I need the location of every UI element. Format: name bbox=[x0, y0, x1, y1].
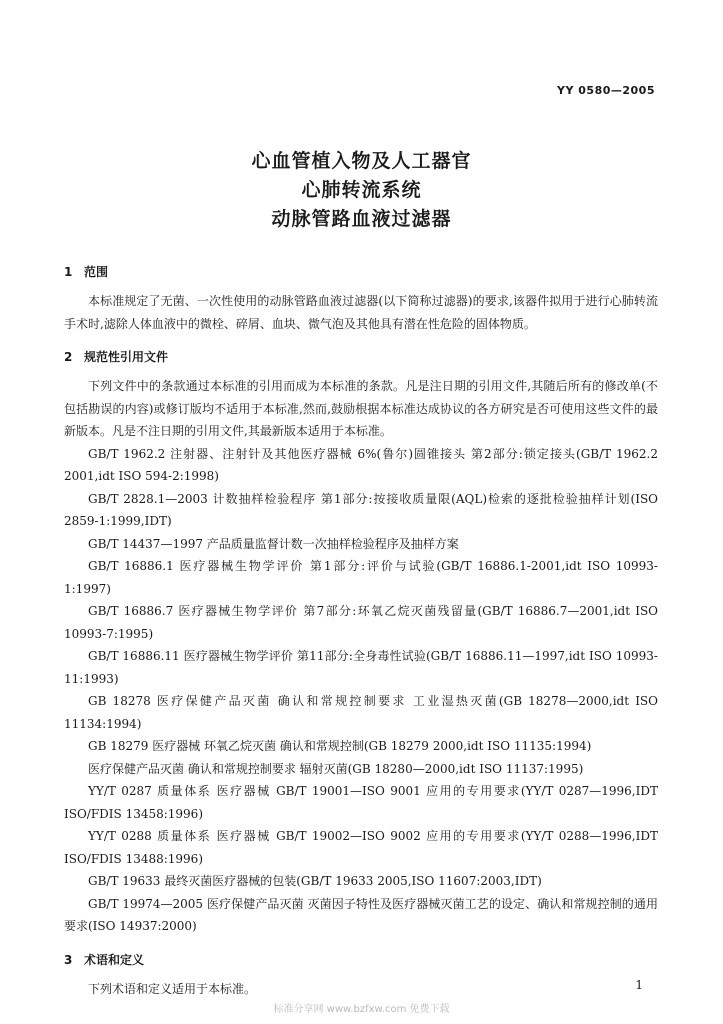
reference-item: YY/T 0287 质量体系 医疗器械 GB/T 19001—ISO 9001 应用的专用要求(YY/T 0287—1996,IDT ISO/FDIS 13458:1996) bbox=[64, 784, 658, 821]
standard-code: YY 0580—2005 bbox=[557, 84, 655, 97]
section-1-paragraph: 本标准规定了无菌、一次性使用的动脉管路血液过滤器(以下简称过滤器)的要求,该器件拟用于进行心肺转流手术时,滤除人体血液中的微栓、碎屑、血块、微气泡及其他具有潜在性危险的固体物质。 bbox=[64, 294, 658, 331]
section-title: 术语和定义 bbox=[84, 952, 145, 967]
document-title bbox=[0, 147, 723, 234]
section-2-heading bbox=[64, 347, 658, 367]
page-number: 1 bbox=[635, 978, 643, 992]
watermark: 标准分享网 www.bzfxw.com 免费下载 bbox=[273, 1004, 450, 1015]
section-title: 规范性引用文件 bbox=[84, 350, 169, 364]
reference-item: GB/T 16886.11 医疗器械生物学评价 第11部分:全身毒性试验(GB/T 16886.11—1997,idt ISO 10993-11:1993) bbox=[64, 649, 658, 686]
reference-item: GB/T 14437—1997 产品质量监督计数一次抽样检验程序及抽样方案 bbox=[88, 536, 459, 551]
section-title: 范围 bbox=[84, 265, 109, 279]
title-line-1: 心血管植入物及人工器官 bbox=[251, 150, 472, 172]
reference-item: 医疗保健产品灭菌 确认和常规控制要求 辐射灭菌(GB 18280—2000,idt ISO 11137:1995) bbox=[88, 761, 584, 776]
section-1-heading bbox=[64, 262, 658, 282]
reference-item: GB/T 2828.1—2003 计数抽样检验程序 第1部分:按接收质量限(AQL)检索的逐批检验抽样计划(ISO 2859-1:1999,IDT) bbox=[64, 491, 658, 528]
section-2-paragraph: 下列文件中的条款通过本标准的引用而成为本标准的条款。凡是注日期的引用文件,其随后所有的修改单(不包括勘误的内容)或修订版均不适用于本标准,然而,鼓励根据本标准达成协议的各方研究是否可使用这些文件的最新版本。凡是不注日期的引用文件,其最新版本适用于本标准。 bbox=[64, 379, 658, 438]
section-3-paragraph: 下列术语和定义适用于本标准。 bbox=[88, 981, 257, 996]
reference-item: YY/T 0288 质量体系 医疗器械 GB/T 19002—ISO 9002 应用的专用要求(YY/T 0288—1996,IDT ISO/FDIS 13488:1996) bbox=[64, 829, 658, 866]
title-line-3: 动脉管路血液过滤器 bbox=[271, 208, 452, 230]
section-number: 1 bbox=[64, 265, 73, 279]
reference-item: GB 18279 医疗器械 环氧乙烷灭菌 确认和常规控制(GB 18279 2000,idt ISO 11135:1994) bbox=[88, 739, 592, 753]
reference-item: GB/T 19633 最终灭菌医疗器械的包装(GB/T 19633 2005,ISO 11607:2003,IDT) bbox=[88, 874, 542, 888]
reference-item: GB/T 16886.1 医疗器械生物学评价 第1部分:评价与试验(GB/T 16886.1-2001,idt ISO 10993-1:1997) bbox=[64, 559, 658, 596]
section-number: 3 bbox=[64, 952, 73, 967]
section-number: 2 bbox=[64, 350, 73, 364]
reference-item: GB 18278 医疗保健产品灭菌 确认和常规控制要求 工业湿热灭菌(GB 18278—2000,idt ISO 11134:1994) bbox=[64, 694, 658, 731]
title-line-2: 心肺转流系统 bbox=[301, 179, 422, 201]
reference-item: GB/T 19974—2005 医疗保健产品灭菌 灭菌因子特性及医疗器械灭菌工艺的设定、确认和常规控制的通用要求(ISO 14937:2000) bbox=[64, 896, 658, 933]
reference-item: GB/T 16886.7 医疗器械生物学评价 第7部分:环氧乙烷灭菌残留量(GB/T 16886.7—2001,idt ISO 10993-7:1995) bbox=[64, 604, 658, 641]
reference-item: GB/T 1962.2 注射器、注射针及其他医疗器械 6%(鲁尔)圆锥接头 第2部分:锁定接头(GB/T 1962.2 2001,idt ISO 594-2:1998) bbox=[64, 446, 658, 483]
section-3-heading bbox=[64, 950, 658, 970]
document-body bbox=[64, 262, 658, 1000]
